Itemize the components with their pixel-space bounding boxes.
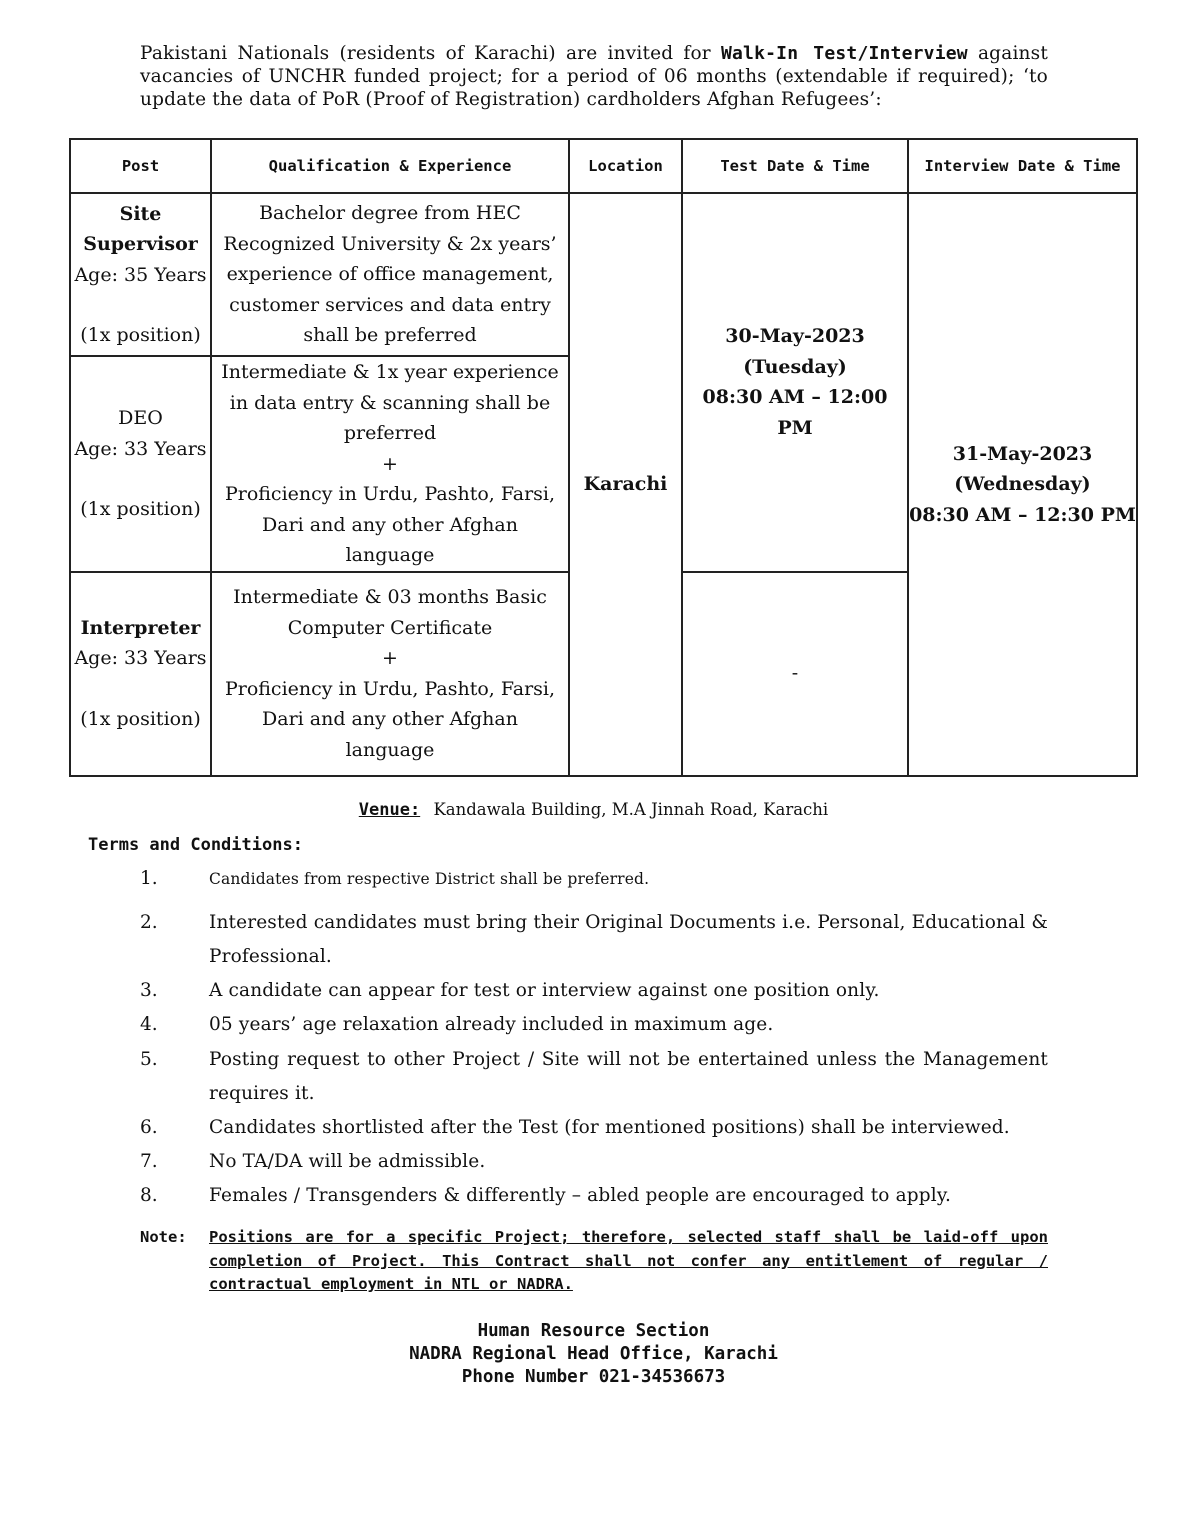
qualification-line: Bachelor degree from HEC — [259, 202, 521, 225]
post-positions: (1x position) — [80, 498, 201, 520]
post-positions: (1x position) — [80, 707, 201, 730]
qualification-line: language — [345, 544, 435, 566]
post-age: Age: 33 Years — [74, 647, 207, 670]
qualification-cell — [211, 572, 569, 776]
term-text: No TA/DA will be admissible. — [209, 1151, 486, 1172]
term-text: Candidates shortlisted after the Test (for mentioned positions) shall be interviewed. — [209, 1117, 1010, 1138]
list-item — [140, 1179, 1048, 1213]
qualification-line: Recognized University & 2x years’ — [223, 232, 557, 255]
intro-text-2: against vacancies of UNCHR funded project; for a period of 06 months (extendable if required); ‘to update the data of PoR (Proof of Registration) cardholders Afghan Refugees’: — [140, 43, 1048, 110]
footer-signature — [0, 1320, 1187, 1389]
qualification-line: + — [382, 452, 398, 475]
header-qualification: Qualification & Experience — [211, 139, 569, 193]
qualification-line: Proficiency in Urdu, Pashto, Farsi, — [224, 677, 556, 700]
post-name: DEO — [118, 407, 163, 429]
note-text: Positions are for a specific Project; therefore, selected staff shall be laid-off upon completion of Project. This Contract shall not confer any entitlement of regular / contractual employment in NTL or NADRA. — [209, 1228, 1048, 1293]
list-item — [140, 862, 1048, 896]
qualification-line: in data entry & scanning shall be — [229, 391, 551, 414]
qualification-cell — [211, 356, 569, 572]
term-text: A candidate can appear for test or interview against one position only. — [209, 980, 880, 1001]
test-date: 30-May-2023 — [725, 325, 865, 348]
qualification-line: Proficiency in Urdu, Pashto, Farsi, — [224, 483, 556, 505]
qualification-line: Dari and any other Afghan — [262, 513, 518, 536]
term-number: 2. — [140, 912, 158, 933]
table-row — [70, 193, 1137, 356]
list-item — [140, 1111, 1048, 1145]
term-number: 7. — [140, 1151, 158, 1172]
table-header-row — [70, 139, 1137, 193]
post-name-line2: Supervisor — [83, 233, 198, 255]
post-cell — [70, 193, 211, 356]
qualification-line: Computer Certificate — [287, 616, 493, 639]
term-number: 6. — [140, 1117, 158, 1138]
post-cell — [70, 572, 211, 776]
list-item — [140, 1008, 1048, 1042]
test-date-interpreter-cell: - — [682, 572, 908, 776]
term-number: 4. — [140, 1014, 158, 1035]
venue-line — [0, 800, 1187, 820]
venue-label: Venue: — [358, 800, 421, 820]
list-item — [140, 906, 1048, 974]
term-text: 05 years’ age relaxation already included in maximum age. — [209, 1014, 774, 1035]
term-text: Females / Transgenders & differently – abled people are encouraged to apply. — [209, 1185, 952, 1206]
qualification-line: experience of office management, — [226, 263, 554, 286]
qualification-line: shall be preferred — [303, 324, 477, 347]
qualification-line: customer services and data entry — [229, 293, 551, 316]
post-name: Interpreter — [80, 616, 201, 639]
post-age: Age: 35 Years — [74, 263, 207, 286]
intro-paragraph — [140, 42, 1048, 111]
qualification-line: Intermediate & 03 months Basic — [233, 586, 547, 608]
list-item — [140, 974, 1048, 1008]
term-text: Posting request to other Project / Site will not be entertained unless the Management requires it. — [209, 1049, 1048, 1104]
header-location: Location — [569, 139, 682, 193]
header-test-date: Test Date & Time — [682, 139, 908, 193]
vacancy-table — [69, 138, 1138, 777]
post-positions: (1x position) — [80, 324, 201, 346]
note-label: Note: — [140, 1228, 187, 1246]
footer-phone: Phone Number 021-34536673 — [461, 1367, 726, 1387]
test-date-cell — [682, 193, 908, 572]
post-age: Age: 33 Years — [74, 437, 207, 460]
list-item — [140, 1145, 1048, 1179]
qualification-line: + — [382, 647, 398, 669]
test-time: 08:30 AM – 12:00 PM — [702, 386, 888, 439]
intro-walk-in-bold: Walk-In Test/Interview — [720, 43, 968, 64]
location-cell: Karachi — [569, 193, 682, 776]
interview-date: 31-May-2023 — [952, 442, 1093, 465]
interview-time: 08:30 AM – 12:30 PM — [909, 503, 1136, 526]
qualification-line: Intermediate & 1x year experience — [221, 361, 559, 383]
intro-text-1: Pakistani Nationals (residents of Karachi) are invited for — [140, 43, 711, 64]
qualification-line: language — [345, 738, 435, 761]
footer-office: NADRA Regional Head Office, Karachi — [409, 1344, 778, 1364]
header-post: Post — [70, 139, 211, 193]
note-block — [140, 1226, 1048, 1297]
test-day: (Tuesday) — [743, 355, 847, 378]
header-interview-date: Interview Date & Time — [908, 139, 1137, 193]
venue-text: Kandawala Building, M.A Jinnah Road, Karachi — [433, 800, 829, 819]
term-text: Candidates from respective District shall be preferred. — [209, 870, 650, 888]
qualification-cell — [211, 193, 569, 356]
list-item — [140, 1043, 1048, 1111]
term-number: 1. — [140, 868, 158, 889]
term-number: 5. — [140, 1049, 158, 1070]
terms-heading: Terms and Conditions: — [88, 835, 303, 855]
qualification-line: preferred — [343, 422, 437, 444]
post-cell — [70, 356, 211, 572]
footer-section: Human Resource Section — [477, 1321, 710, 1341]
qualification-line: Dari and any other Afghan — [262, 708, 518, 730]
interview-day: (Wednesday) — [954, 473, 1091, 495]
term-text: Interested candidates must bring their Original Documents i.e. Personal, Educational & Professional. — [209, 912, 1048, 967]
term-number: 3. — [140, 980, 158, 1001]
post-name: Site — [119, 202, 162, 225]
term-number: 8. — [140, 1185, 158, 1206]
interview-date-cell — [908, 193, 1137, 776]
